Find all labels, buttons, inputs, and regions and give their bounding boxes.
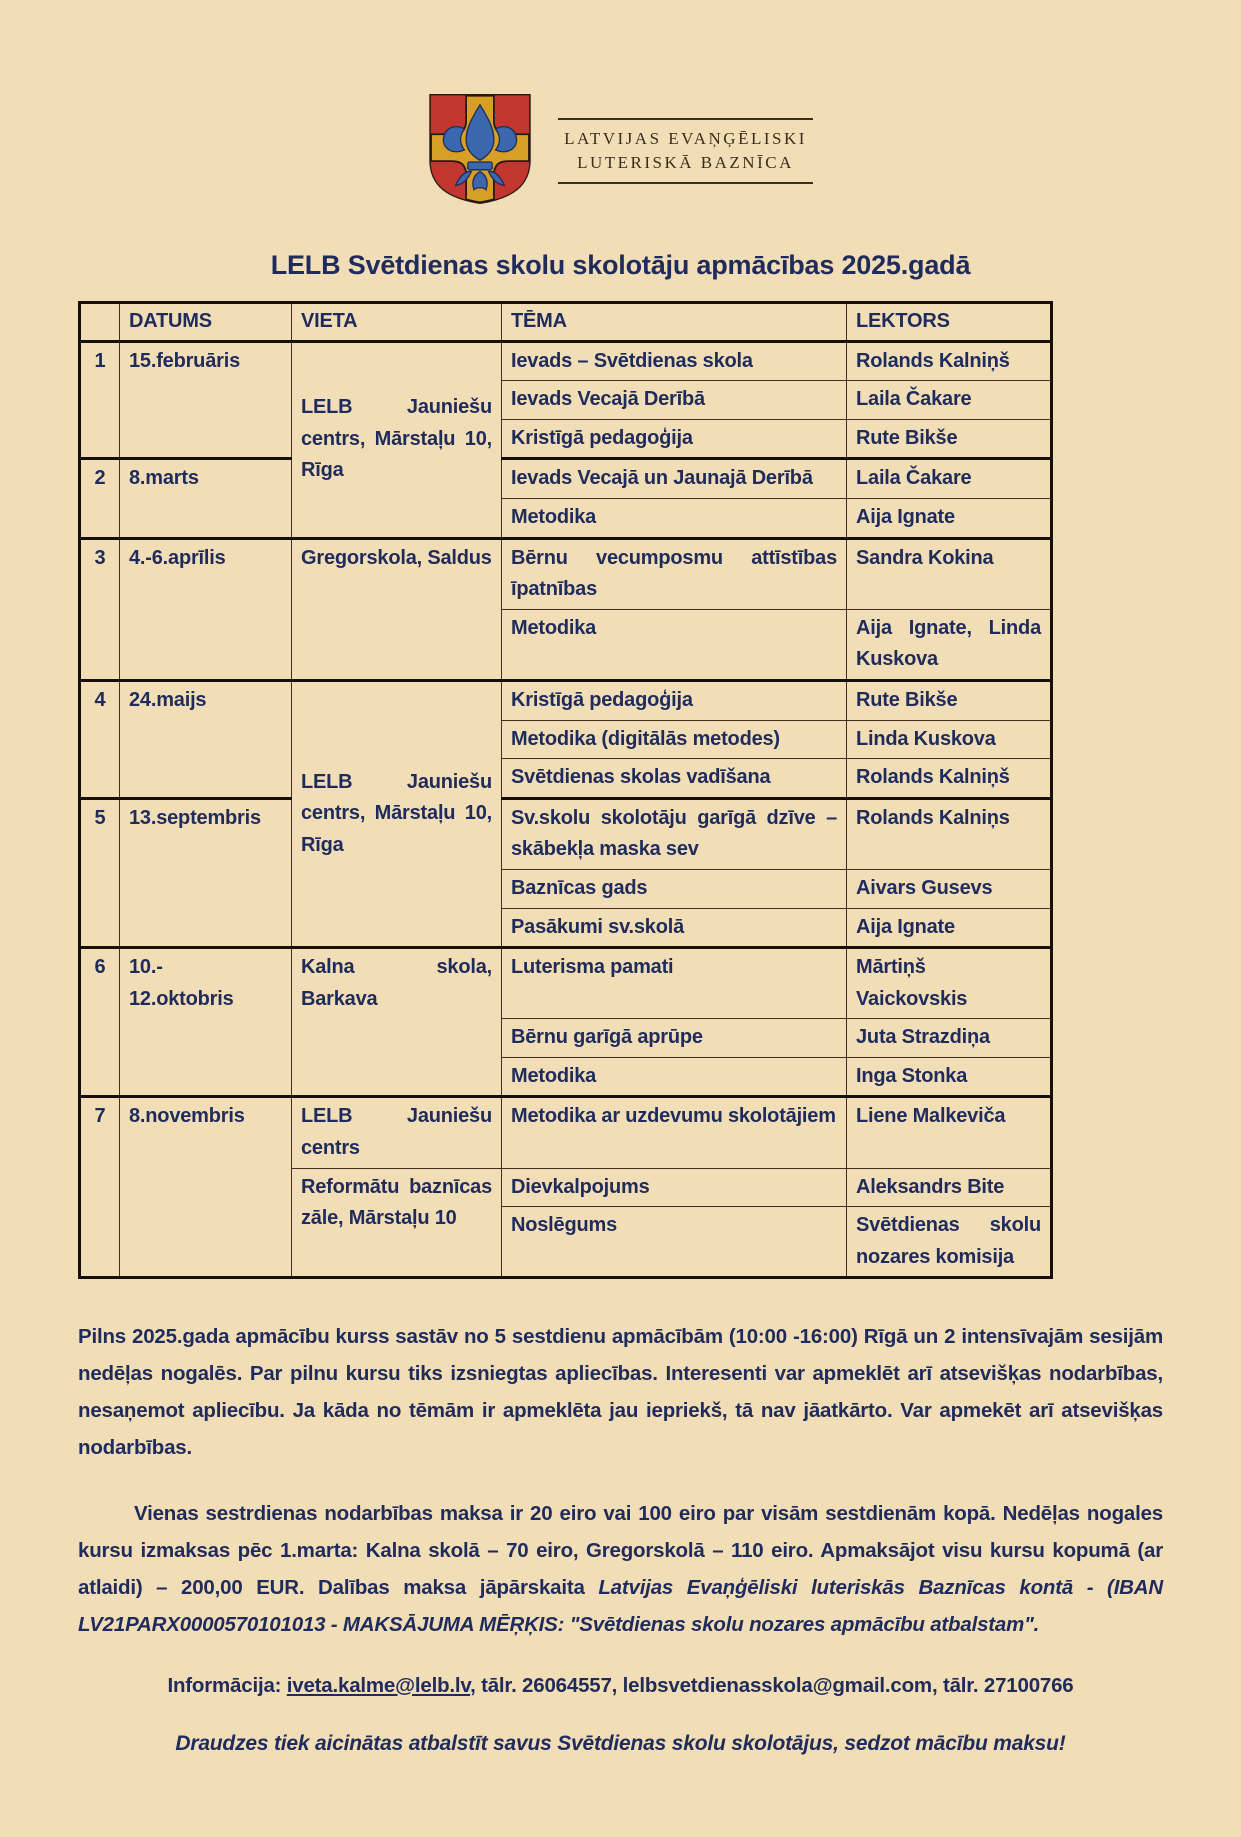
lecturer-cell: Aija Ignate [847, 498, 1052, 538]
venue-cell: LELB Jauniešu centrs [292, 1097, 502, 1168]
header-tema: TĒMA [502, 303, 847, 342]
lecturer-cell: Rolands Kalniņš [847, 341, 1052, 381]
lecturer-cell: Sandra Kokina [847, 538, 1052, 609]
session-date-cell: 4.-6.aprīlis [120, 538, 292, 680]
table-row [80, 341, 1052, 381]
table-row [80, 1097, 1052, 1168]
topic-cell: Dievkalpojums [502, 1168, 847, 1207]
table-row [80, 680, 1052, 720]
email-link[interactable]: iveta.kalme@lelb.lv [286, 1673, 471, 1697]
session-number-cell: 3 [80, 538, 120, 680]
topic-cell: Svētdienas skolas vadīšana [502, 759, 847, 799]
session-date-cell: 15.februāris [120, 341, 292, 459]
topic-cell: Bērnu garīgā aprūpe [502, 1019, 847, 1058]
course-info-paragraph: Pilns 2025.gada apmācību kurss sastāv no 5 sestdienu apmācībām (10:00 -16:00) Rīgā un 2 intensīvajām sesijām nedēļas nogalēs. Par pilnu kursu tiks izsniegtas apliecības. Interesenti var apmeklēt arī atsevišķas nodarbības, nesaņemot apliecību. Ja kāda no tēmām ir apmeklēta jau iepriekš, tā nav jāatkārto. Var apmekēt arī atsevišķas nodarbības. [78, 1325, 1163, 1460]
topic-cell: Metodika [502, 1057, 847, 1097]
topic-cell: Metodika [502, 609, 847, 680]
lecturer-cell: Linda Kuskova [847, 720, 1052, 759]
venue-cell: Gregorskola, Saldus [292, 538, 502, 680]
topic-cell: Sv.skolu skolotāju garīgā dzīve – skābekļa maska sev [502, 798, 847, 869]
lecturer-cell: Rolands Kalniņs [847, 798, 1052, 869]
topic-cell: Ievads Vecajā un Jaunajā Derībā [502, 459, 847, 499]
schedule-table [78, 301, 1053, 1279]
topic-cell: Kristīgā pedagoģija [502, 419, 847, 459]
pricing-text: Vienas sestrdienas nodarbības maksa ir 20 eiro vai 100 eiro par visām sestdienām kopā. Nedēļas nogales kursu izmaksas pēc 1.marta: Kalna skolā – 70 eiro, Gregorskolā – 110 eiro. Apmaksājot visu kursu kopumā (ar atlaidi) – 200,00 EUR. Dalības maksa jāpārskaita [78, 1502, 1163, 1599]
lecturer-cell: Rute Bikše [847, 680, 1052, 720]
table-header-row [80, 303, 1052, 342]
session-number-cell: 2 [80, 459, 120, 538]
session-number-cell: 1 [80, 341, 120, 459]
church-name-line1: LATVIJAS EVAŅĢĒLISKI [564, 129, 807, 148]
lecturer-cell: Laila Čakare [847, 459, 1052, 499]
topic-cell: Metodika (digitālās metodes) [502, 720, 847, 759]
session-date-cell: 24.maijs [120, 680, 292, 798]
venue-cell: Reformātu baznīcas zāle, Mārstaļu 10 [292, 1168, 502, 1278]
topic-cell: Pasākumi sv.skolā [502, 908, 847, 948]
church-name-line2: LUTERISKĀ BAZNĪCA [577, 152, 794, 172]
header-datums: DATUMS [120, 303, 292, 342]
church-logo [78, 92, 1163, 206]
topic-cell: Luterisma pamati [502, 948, 847, 1019]
header-num [80, 303, 120, 342]
contact-rest: , tālr. 26064557, lelbsvetdienasskola@gmail.com, tālr. 27100766 [470, 1673, 1074, 1697]
session-number-cell: 5 [80, 798, 120, 947]
session-number-cell: 6 [80, 948, 120, 1097]
session-date-cell: 8.novembris [120, 1097, 292, 1278]
contact-label: Informācija: [167, 1673, 287, 1697]
lecturer-cell: Mārtiņš Vaickovskis [847, 948, 1052, 1019]
support-note: Draudzes tiek aicinātas atbalstīt savus Svētdienas skolu skolotājus, sedzot mācību maksu! [175, 1731, 1066, 1755]
header-vieta: VIETA [292, 303, 502, 342]
topic-cell: Ievads Vecajā Derībā [502, 381, 847, 420]
table-row [80, 948, 1052, 1019]
venue-cell: LELB Jauniešu centrs, Mārstaļu 10, Rīga [292, 341, 502, 538]
church-name [558, 118, 813, 184]
session-number-cell: 4 [80, 680, 120, 798]
table-row [80, 798, 1052, 869]
lecturer-cell: Aija Ignate [847, 908, 1052, 948]
topic-cell: Bērnu vecumposmu attīstības īpatnības [502, 538, 847, 609]
topic-cell: Metodika ar uzdevumu skolotājiem [502, 1097, 847, 1168]
venue-cell: Kalna skola, Barkava [292, 948, 502, 1097]
lecturer-cell: Juta Strazdiņa [847, 1019, 1052, 1058]
session-date-cell: 8.marts [120, 459, 292, 538]
church-crest-icon [428, 92, 532, 206]
header-lektors: LEKTORS [847, 303, 1052, 342]
session-date-cell: 10.- 12.oktobris [120, 948, 292, 1097]
table-row [80, 538, 1052, 609]
pricing-paragraph [78, 1496, 1163, 1644]
lecturer-cell: Rolands Kalniņš [847, 759, 1052, 799]
lecturer-cell: Aleksandrs Bite [847, 1168, 1052, 1207]
topic-cell: Baznīcas gads [502, 869, 847, 908]
lecturer-cell: Svētdienas skolu nozares komisija [847, 1207, 1052, 1278]
lecturer-cell: Aija Ignate, Linda Kuskova [847, 609, 1052, 680]
lecturer-cell: Rute Bikše [847, 419, 1052, 459]
topic-cell: Metodika [502, 498, 847, 538]
session-date-cell: 13.septembris [120, 798, 292, 947]
contact-line [78, 1674, 1163, 1698]
table-row [80, 459, 1052, 499]
session-number-cell: 7 [80, 1097, 120, 1278]
venue-cell: LELB Jauniešu centrs, Mārstaļu 10, Rīga [292, 680, 502, 947]
topic-cell: Kristīgā pedagoģija [502, 680, 847, 720]
lecturer-cell: Laila Čakare [847, 381, 1052, 420]
lecturer-cell: Aivars Gusevs [847, 869, 1052, 908]
lecturer-cell: Inga Stonka [847, 1057, 1052, 1097]
lecturer-cell: Liene Malkeviča [847, 1097, 1052, 1168]
bank-details-text: Latvijas Evaņģēliski luteriskās Baznīcas kontā - (IBAN LV21PARX0000570101013 - MAKSĀJUMA MĒŖĶIS: "Svētdienas skolu nozares apmācību atbalstam". [78, 1575, 1163, 1636]
topic-cell: Ievads – Svētdienas skola [502, 341, 847, 381]
topic-cell: Noslēgums [502, 1207, 847, 1278]
page-title: LELB Svētdienas skolu skolotāju apmācības 2025.gadā [270, 250, 971, 280]
